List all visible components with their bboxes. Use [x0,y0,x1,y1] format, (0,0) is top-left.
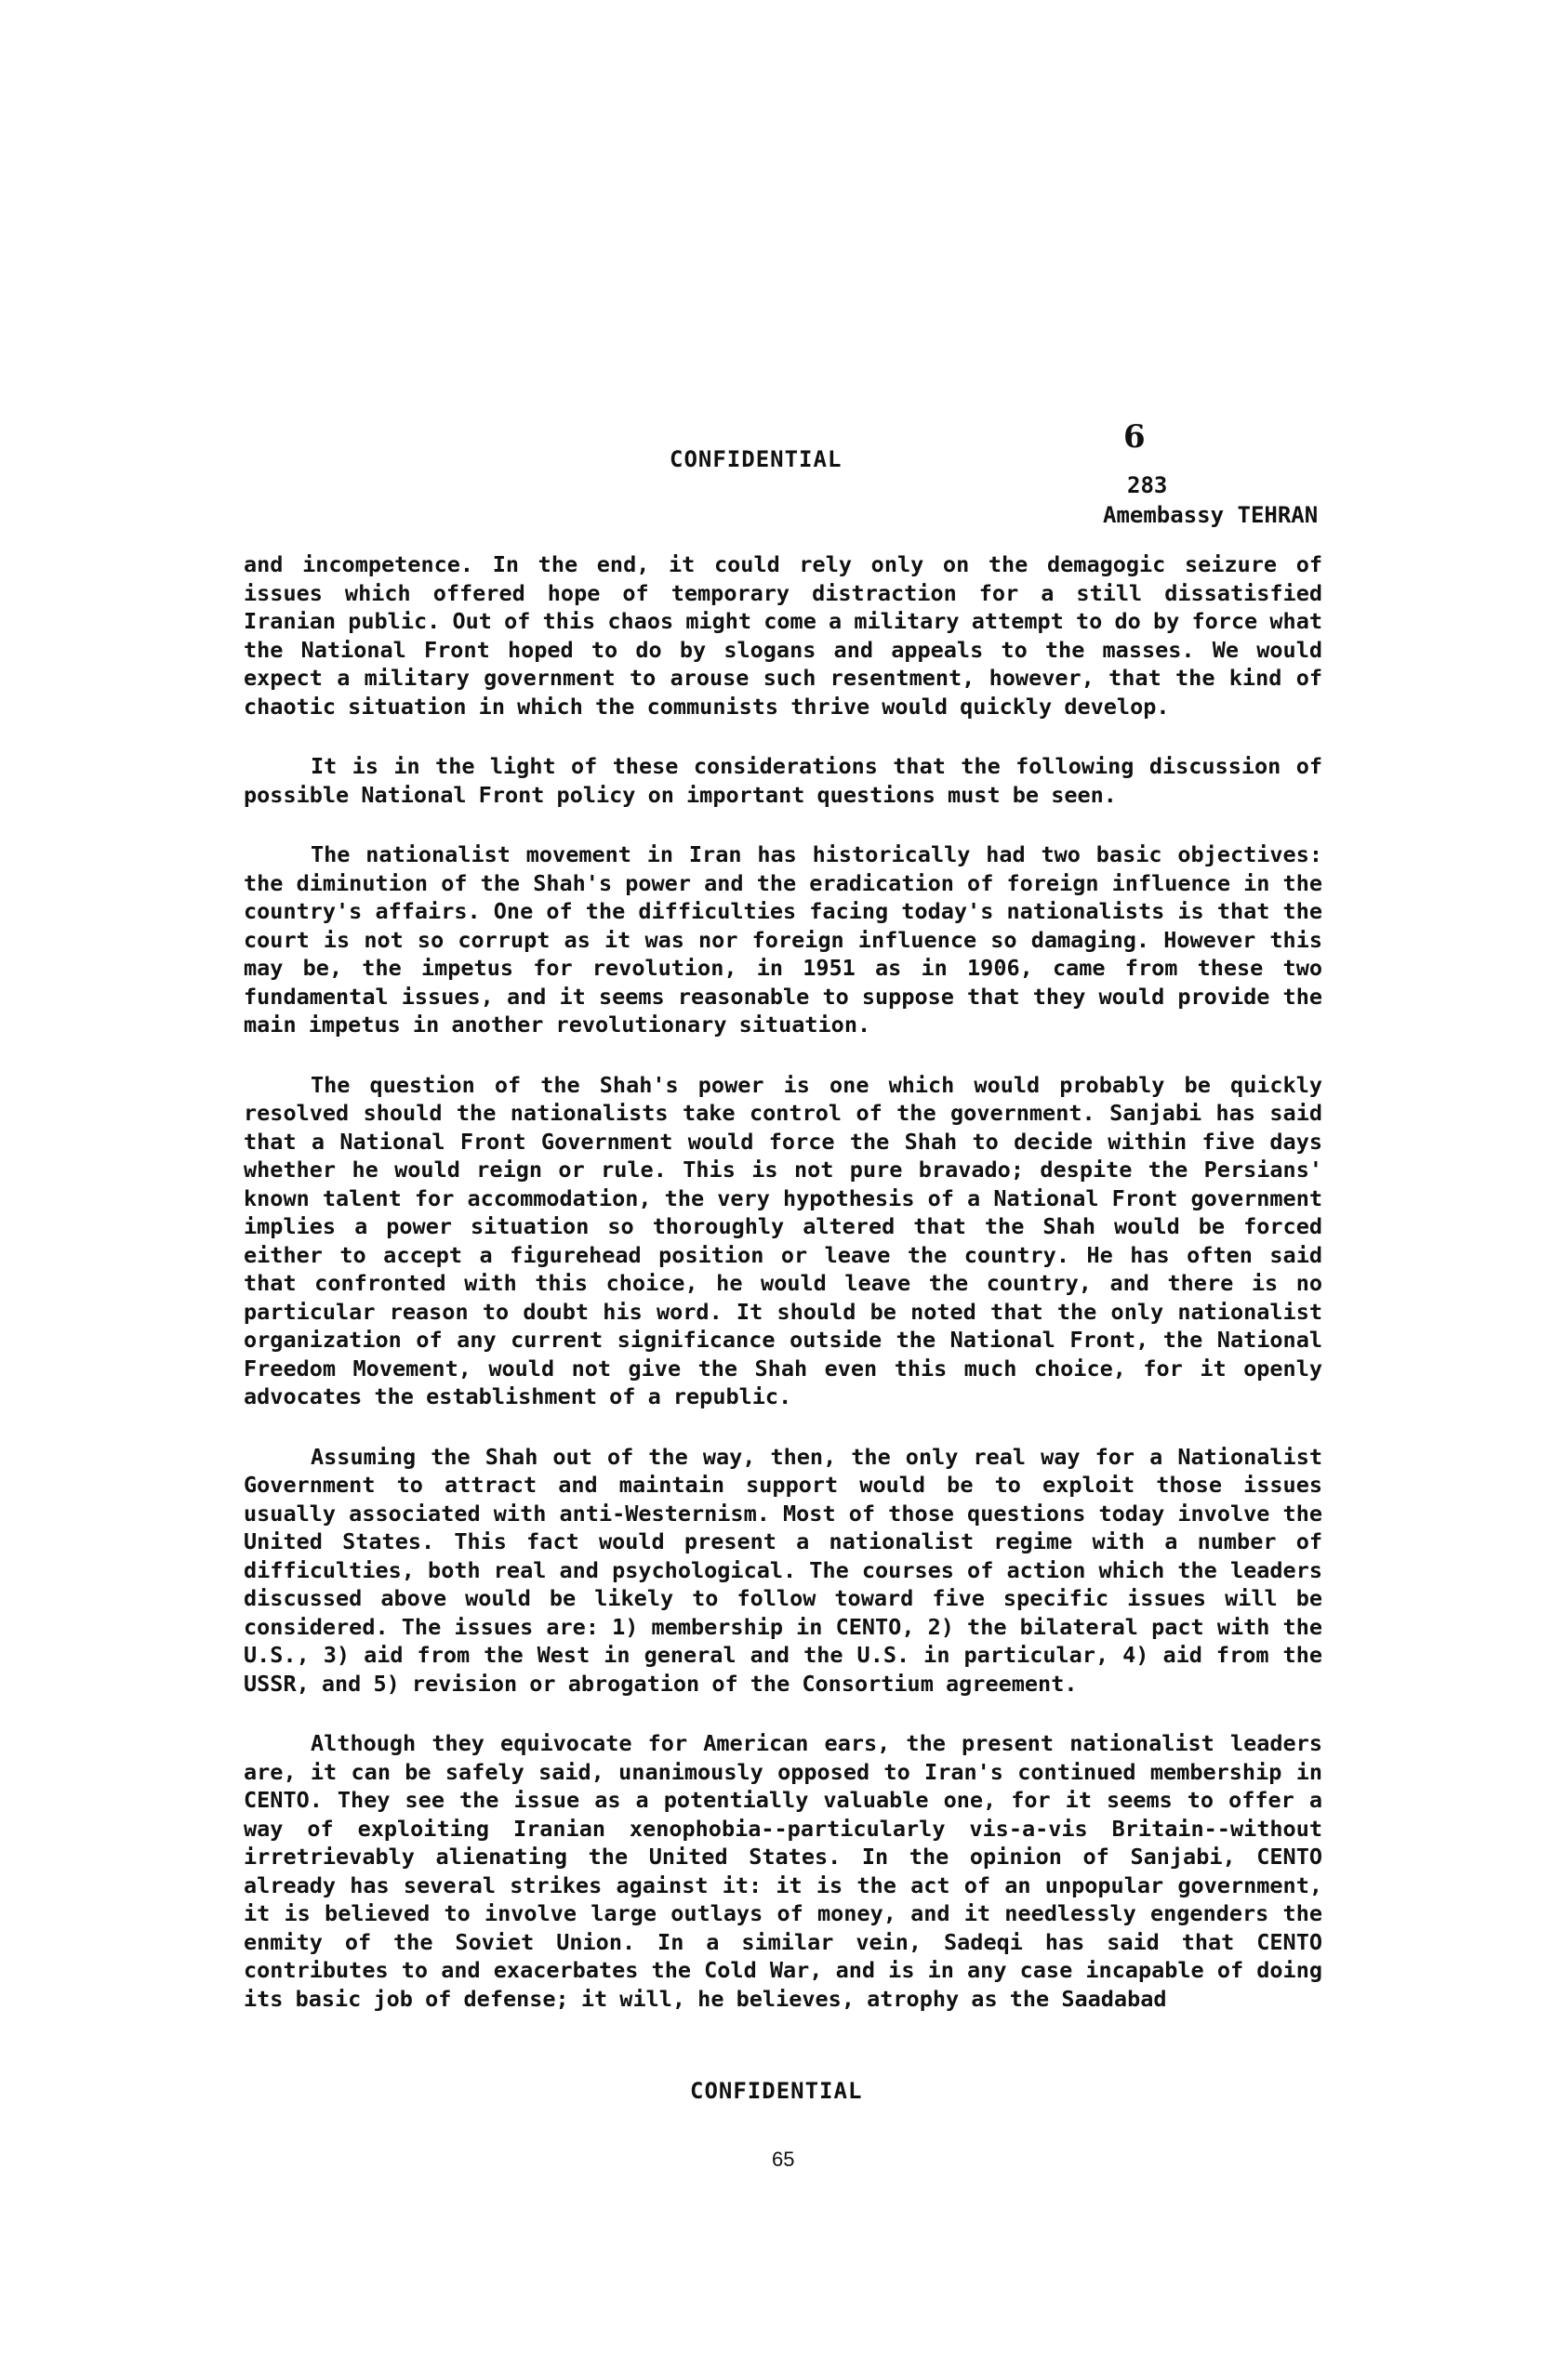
header-classification: CONFIDENTIAL [670,446,843,472]
handwritten-page-mark: 6 [1123,418,1146,456]
paragraph-6: Although they equivocate for American ears, the present nationalist leaders are, it can be safely said, unanimously opposed to Iran's continued membership in CENTO. They see the issue as a potentially valuable one, for it seems to offer a way of exploiting Iranian xenophobia--particularly vis-a-vis Britain--without irretrievably alienating the United States. In the opinion of Sanjabi, CENTO already has several strikes against it: it is the act of an unpopular government, it is believed to involve large outlays of money, and it needlessly engenders the enmity of the Soviet Union. In a similar vein, Sadeqi has said that CENTO contributes to and exacerbates the Cold War, and is in any case incapable of doing its basic job of defense; it will, he believes, atrophy as the Saadabad [244,1730,1322,2012]
paragraph-4: The question of the Shah's power is one which would probably be quickly resolved should the nationalists take control of the government. Sanjabi has said that a National Front Government would force the Shah to decide within five days whether he would reign or rule. This is not pure bravado; despite the Persians' known talent for accommodation, the very hypothesis of a National Front government implies a power situation so thoroughly altered that the Shah would be forced either to accept a figurehead position or leave the country. He has often said that confronted with this choice, he would leave the country, and there is no particular reason to doubt his word. It should be noted that the only nationalist organization of any current significance outside the National Front, the National Freedom Movement, would not give the Shah even this much choice, for it openly advocates the establishment of a republic. [244,1071,1322,1409]
page-reference-number: 283 [1127,472,1168,498]
paragraph-2: It is in the light of these considerations that the following discussion of possible National Front policy on important questions must be seen. [244,753,1322,808]
paragraph-3: The nationalist movement in Iran has historically had two basic objectives: the diminution of the Shah's power and the eradication of foreign influence in the country's affairs. One of the difficulties facing today's nationalists is that the court is not so corrupt as it was nor foreign influence so damaging. However this may be, the impetus for revolution, in 1951 as in 1906, came from these two fundamental issues, and it seems reasonable to suppose that they would provide the main impetus in another revolutionary situation. [244,841,1322,1038]
paragraph-5: Assuming the Shah out of the way, then, the only real way for a Nationalist Government to attract and maintain support would be to exploit those issues usually associated with anti-Westernism. Most of those questions today involve the United States. This fact would present a nationalist regime with a number of difficulties, both real and psychological. The courses of action which the leaders discussed above would be likely to follow toward five specific issues will be considered. The issues are: 1) membership in CENTO, 2) the bilateral pact with the U.S., 3) aid from the West in general and the U.S. in particular, 4) aid from the USSR, and 5) revision or abrogation of the Consortium agreement. [244,1443,1322,1697]
paragraph-1: and incompetence. In the end, it could rely only on the demagogic seizure of issues which offered hope of temporary distraction for a still dissatisfied Iranian public. Out of this chaos might come a military attempt to do by force what the National Front hoped to do by slogans and appeals to the masses. We would expect a military government to arouse such resentment, however, that the kind of chaotic situation in which the communists thrive would quickly develop. [244,551,1322,720]
document-body [244,550,1322,2044]
page-number: 65 [772,2148,795,2171]
footer-classification: CONFIDENTIAL [690,2078,863,2104]
embassy-line: Amembassy TEHRAN [1103,502,1319,528]
